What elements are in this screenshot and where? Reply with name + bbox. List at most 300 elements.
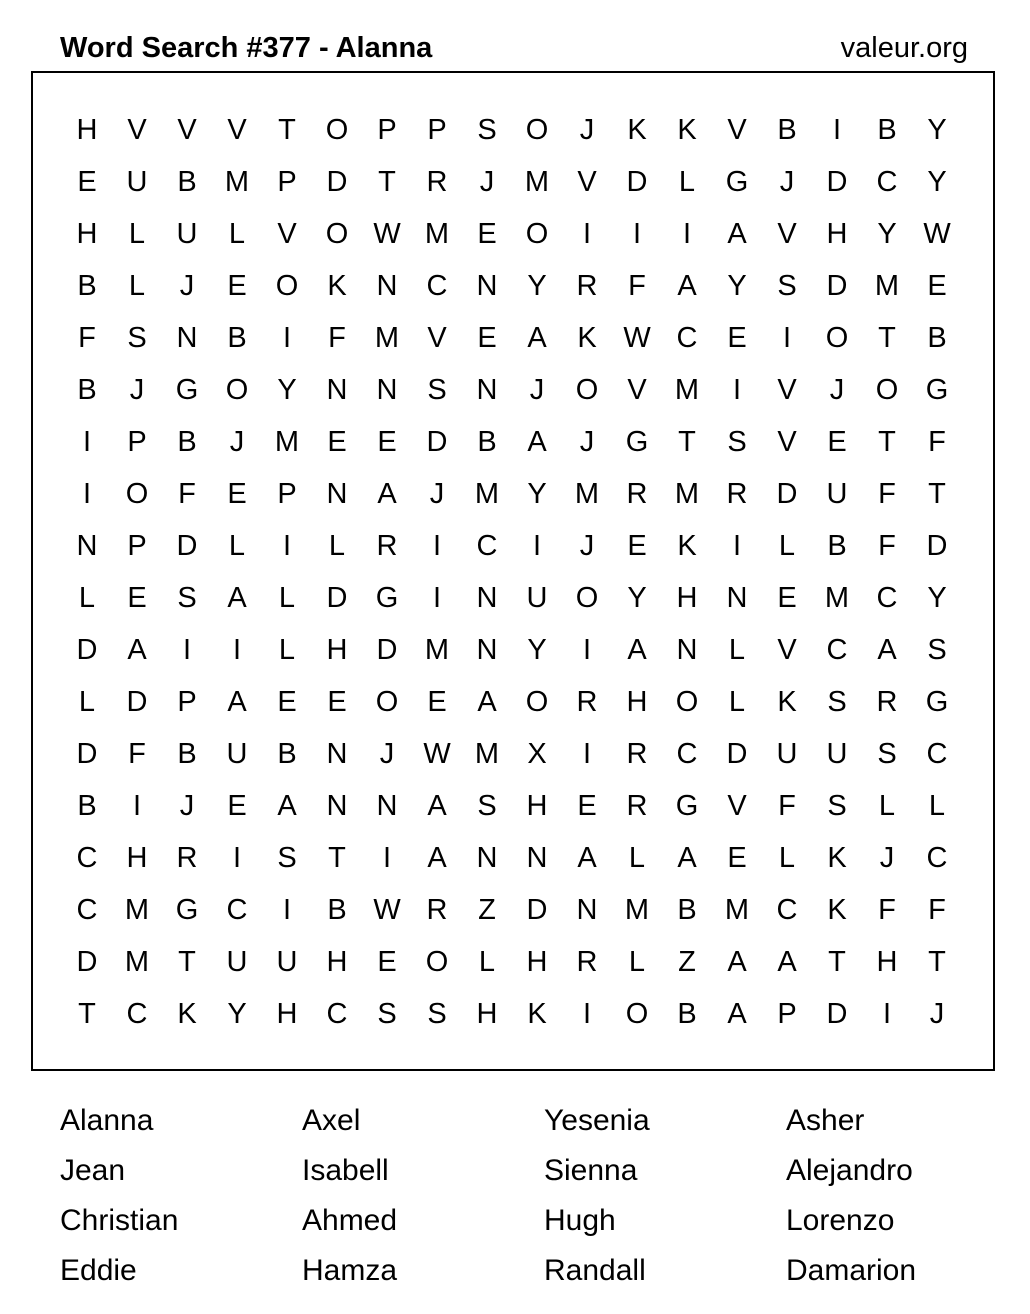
grid-letter: T [378,165,396,198]
grid-letter: N [476,633,498,666]
word-list-item: Axel [302,1104,361,1137]
grid-letter: H [76,217,98,250]
grid-letter: D [376,633,398,666]
grid-letter: O [525,685,549,718]
grid-letter: D [76,737,98,770]
grid-letter: D [426,425,448,458]
grid-letter: M [524,165,550,198]
grid-letter: P [177,685,197,718]
grid-letter: F [878,477,896,510]
grid-letter: I [732,373,742,406]
grid-letter: C [876,581,898,614]
grid-letter: I [882,997,892,1030]
grid-letter: I [282,893,292,926]
grid-letter: A [777,945,797,978]
grid-letter: F [878,893,896,926]
grid-letter: B [827,529,847,562]
grid-letter: E [477,321,497,354]
grid-letter: Y [877,217,897,250]
grid-letter: B [227,321,247,354]
word-list-item: Hamza [302,1254,398,1287]
grid-letter: A [227,581,247,614]
grid-letter: Y [627,581,647,614]
grid-letter: A [727,217,747,250]
word-list [60,1096,1028,1296]
grid-letter: F [928,893,946,926]
word-list-item: Lorenzo [786,1204,895,1237]
grid-letter: D [326,581,348,614]
grid-letter: S [727,425,747,458]
word-list-item: Sienna [544,1154,638,1187]
grid-letter: J [129,373,145,406]
grid-letter: I [582,217,592,250]
site-name: valeur.org [840,31,968,64]
grid-letter: M [424,217,450,250]
grid-letter: B [277,737,297,770]
grid-letter: B [677,893,697,926]
grid-letter: V [777,633,797,666]
grid-letter: C [476,529,498,562]
grid-letter: D [76,945,98,978]
grid-letter: R [176,841,198,874]
grid-letter: Y [277,373,297,406]
grid-letter: B [877,113,897,146]
grid-letter: J [779,165,795,198]
grid-letter: T [278,113,296,146]
grid-letter: N [576,893,598,926]
grid-letter: B [327,893,347,926]
grid-letter: A [477,685,497,718]
grid-letter: W [423,737,451,770]
grid-letter: R [576,269,598,302]
grid-letter: Y [527,269,547,302]
grid-letter: L [678,165,696,198]
grid-letter: P [127,425,147,458]
grid-letter: C [926,737,948,770]
grid-letter: L [628,945,646,978]
grid-letter: C [76,841,98,874]
grid-letter: V [627,373,647,406]
grid-letter: R [726,477,748,510]
grid-letter: E [227,477,247,510]
grid-letter: E [427,685,447,718]
grid-letter: K [627,113,647,146]
grid-letter: B [177,425,197,458]
grid-letter: V [177,113,197,146]
grid-letter: F [178,477,196,510]
grid-letter: E [227,269,247,302]
word-list-item: Damarion [786,1254,917,1287]
grid-letter: T [828,945,846,978]
grid-letter: O [625,997,649,1030]
grid-letter: J [479,165,495,198]
grid-letter: O [525,217,549,250]
grid-letter: E [577,789,597,822]
grid-letter: B [677,997,697,1030]
grid-letter: K [527,997,547,1030]
grid-letter: V [227,113,247,146]
grid-letter: B [477,425,497,458]
grid-letter: C [76,893,98,926]
grid-letter: O [875,373,899,406]
word-list-item: Ahmed [302,1204,398,1237]
grid-letter: N [326,477,348,510]
grid-letter: C [776,893,798,926]
grid-letter: J [179,789,195,822]
grid-letter: D [626,165,648,198]
grid-letter: I [732,529,742,562]
grid-letter: A [877,633,897,666]
grid-letter: P [777,997,797,1030]
grid-letter: R [376,529,398,562]
grid-letter: N [76,529,98,562]
grid-letter: L [78,685,96,718]
grid-letter: A [727,997,747,1030]
grid-letter: D [826,165,848,198]
grid-letter: D [326,165,348,198]
grid-letter: L [278,633,296,666]
grid-letter: E [727,841,747,874]
grid-letter: P [427,113,447,146]
grid-letter: A [677,841,697,874]
grid-letter: F [778,789,796,822]
grid-letter: O [575,581,599,614]
grid-letter: P [277,477,297,510]
grid-letter: L [878,789,896,822]
grid-letter: L [228,529,246,562]
grid-letter: H [276,997,298,1030]
grid-letter: A [277,789,297,822]
grid-letter: V [777,217,797,250]
grid-letter: F [928,425,946,458]
grid-letter: R [626,737,648,770]
grid-letter: C [226,893,248,926]
grid-letter: P [377,113,397,146]
word-list-item: Hugh [544,1204,616,1237]
grid-letter: V [727,789,747,822]
grid-letter: I [432,529,442,562]
grid-letter: S [777,269,797,302]
grid-letter: Y [927,165,947,198]
grid-letter: J [579,529,595,562]
grid-letter: Z [478,893,496,926]
grid-letter: K [327,269,347,302]
grid-letter: I [132,789,142,822]
word-list-item: Isabell [302,1154,389,1187]
grid-letter: B [177,737,197,770]
grid-letter: L [328,529,346,562]
grid-letter: E [377,425,397,458]
letter-grid [62,104,962,1040]
grid-letter: S [827,685,847,718]
grid-letter: R [426,893,448,926]
grid-letter: O [525,113,549,146]
grid-letter: U [226,945,248,978]
grid-letter: E [127,581,147,614]
grid-letter: U [826,737,848,770]
grid-letter: D [826,269,848,302]
grid-letter: S [377,997,397,1030]
grid-letter: R [626,477,648,510]
grid-letter: N [526,841,548,874]
grid-letter: D [726,737,748,770]
grid-letter: G [175,893,199,926]
grid-letter: W [373,217,401,250]
grid-letter: M [224,165,250,198]
grid-letter: J [529,373,545,406]
grid-letter: L [778,841,796,874]
word-list-item: Yesenia [544,1104,650,1137]
grid-letter: Y [527,477,547,510]
grid-letter: M [424,633,450,666]
grid-letter: M [674,373,700,406]
grid-letter: E [777,581,797,614]
grid-letter: O [675,685,699,718]
grid-letter: I [232,633,242,666]
grid-letter: I [782,321,792,354]
grid-letter: E [327,685,347,718]
grid-letter: L [478,945,496,978]
grid-letter: S [427,373,447,406]
grid-letter: T [178,945,196,978]
grid-letter: J [179,269,195,302]
grid-letter: D [76,633,98,666]
grid-letter: T [328,841,346,874]
grid-letter: H [526,789,548,822]
grid-letter: D [126,685,148,718]
grid-letter: K [827,841,847,874]
grid-letter: Y [727,269,747,302]
grid-letter: M [124,945,150,978]
grid-letter: B [77,269,97,302]
grid-letter: B [777,113,797,146]
grid-letter: A [577,841,597,874]
grid-letter: E [377,945,397,978]
grid-letter: M [724,893,750,926]
grid-letter: N [676,633,698,666]
grid-letter: E [77,165,97,198]
grid-letter: J [579,425,595,458]
grid-letter: A [227,685,247,718]
grid-letter: H [326,633,348,666]
puzzle-title: Word Search #377 - Alanna [60,31,433,64]
grid-letter: E [927,269,947,302]
grid-letter: U [526,581,548,614]
grid-letter: K [827,893,847,926]
grid-letter: K [677,113,697,146]
grid-letter: L [728,633,746,666]
grid-letter: E [727,321,747,354]
grid-letter: R [876,685,898,718]
grid-letter: A [527,321,547,354]
grid-letter: H [676,581,698,614]
grid-letter: C [426,269,448,302]
grid-letter: R [576,945,598,978]
grid-letter: S [477,789,497,822]
word-list-item: Alejandro [786,1154,913,1187]
grid-letter: O [425,945,449,978]
grid-letter: O [325,113,349,146]
grid-letter: P [277,165,297,198]
grid-letter: U [776,737,798,770]
grid-letter: M [124,893,150,926]
grid-letter: H [476,997,498,1030]
grid-letter: U [826,477,848,510]
grid-letter: J [379,737,395,770]
grid-letter: W [623,321,651,354]
grid-letter: T [78,997,96,1030]
grid-letter: I [582,633,592,666]
grid-letter: H [76,113,98,146]
grid-letter: M [574,477,600,510]
grid-letter: S [177,581,197,614]
grid-letter: N [476,581,498,614]
grid-letter: M [824,581,850,614]
grid-letter: Y [927,581,947,614]
grid-letter: S [477,113,497,146]
grid-letter: E [627,529,647,562]
grid-letter: I [282,529,292,562]
grid-letter: H [126,841,148,874]
grid-letter: R [576,685,598,718]
grid-letter: Y [527,633,547,666]
page-header [60,26,968,70]
grid-letter: O [225,373,249,406]
grid-letter: T [878,321,896,354]
grid-letter: H [826,217,848,250]
grid-letter: S [427,997,447,1030]
grid-letter: C [126,997,148,1030]
grid-letter: K [777,685,797,718]
grid-letter: D [826,997,848,1030]
grid-letter: W [373,893,401,926]
grid-letter: C [826,633,848,666]
grid-letter: A [677,269,697,302]
grid-letter: O [575,373,599,406]
grid-letter: E [327,425,347,458]
grid-letter: O [375,685,399,718]
grid-letter: A [127,633,147,666]
grid-letter: F [78,321,96,354]
grid-letter: I [82,477,92,510]
grid-letter: U [126,165,148,198]
grid-letter: J [929,997,945,1030]
grid-letter: T [928,945,946,978]
grid-letter: M [624,893,650,926]
grid-letter: T [878,425,896,458]
grid-letter: R [426,165,448,198]
grid-letter: M [674,477,700,510]
grid-letter: L [278,581,296,614]
grid-letter: U [226,737,248,770]
grid-letter: N [476,373,498,406]
grid-letter: H [326,945,348,978]
grid-letter: G [725,165,749,198]
grid-letter: Y [227,997,247,1030]
word-list-item: Jean [60,1154,126,1187]
word-list-item: Asher [786,1104,865,1137]
grid-letter: J [579,113,595,146]
grid-letter: B [77,789,97,822]
grid-letter: R [626,789,648,822]
grid-letter: X [527,737,547,770]
grid-letter: H [526,945,548,978]
grid-letter: V [727,113,747,146]
grid-letter: F [878,529,896,562]
grid-letter: S [277,841,297,874]
word-list-item: Eddie [60,1254,137,1287]
grid-letter: T [928,477,946,510]
grid-letter: C [676,737,698,770]
grid-letter: O [825,321,849,354]
grid-letter: M [374,321,400,354]
grid-letter: L [228,217,246,250]
grid-letter: K [677,529,697,562]
grid-letter: O [125,477,149,510]
grid-letter: D [176,529,198,562]
grid-letter: N [326,373,348,406]
grid-letter: I [582,997,592,1030]
grid-letter: C [326,997,348,1030]
grid-letter: G [625,425,649,458]
grid-letter: T [678,425,696,458]
grid-letter: G [925,373,949,406]
grid-letter: I [632,217,642,250]
grid-letter: N [376,789,398,822]
grid-letter: J [229,425,245,458]
grid-letter: A [627,633,647,666]
grid-letter: N [326,789,348,822]
grid-letter: U [276,945,298,978]
grid-letter: N [376,373,398,406]
grid-letter: I [282,321,292,354]
grid-letter: K [177,997,197,1030]
grid-letter: Y [927,113,947,146]
grid-letter: L [928,789,946,822]
grid-letter: E [827,425,847,458]
grid-letter: A [427,789,447,822]
grid-letter: V [427,321,447,354]
grid-letter: F [628,269,646,302]
grid-letter: C [876,165,898,198]
grid-letter: N [326,737,348,770]
grid-letter: C [926,841,948,874]
word-list-item: Alanna [60,1104,154,1137]
grid-letter: N [476,841,498,874]
grid-letter: I [532,529,542,562]
grid-letter: M [274,425,300,458]
grid-letter: S [877,737,897,770]
grid-letter: U [176,217,198,250]
grid-letter: L [628,841,646,874]
grid-letter: I [232,841,242,874]
grid-letter: N [376,269,398,302]
grid-letter: I [682,217,692,250]
grid-letter: B [77,373,97,406]
grid-letter: A [427,841,447,874]
grid-letter: V [777,373,797,406]
grid-letter: L [778,529,796,562]
grid-letter: J [829,373,845,406]
grid-letter: S [127,321,147,354]
grid-letter: M [874,269,900,302]
grid-letter: L [128,269,146,302]
grid-letter: W [923,217,951,250]
grid-letter: N [726,581,748,614]
word-list-item: Randall [544,1254,646,1287]
grid-letter: I [82,425,92,458]
grid-letter: N [476,269,498,302]
